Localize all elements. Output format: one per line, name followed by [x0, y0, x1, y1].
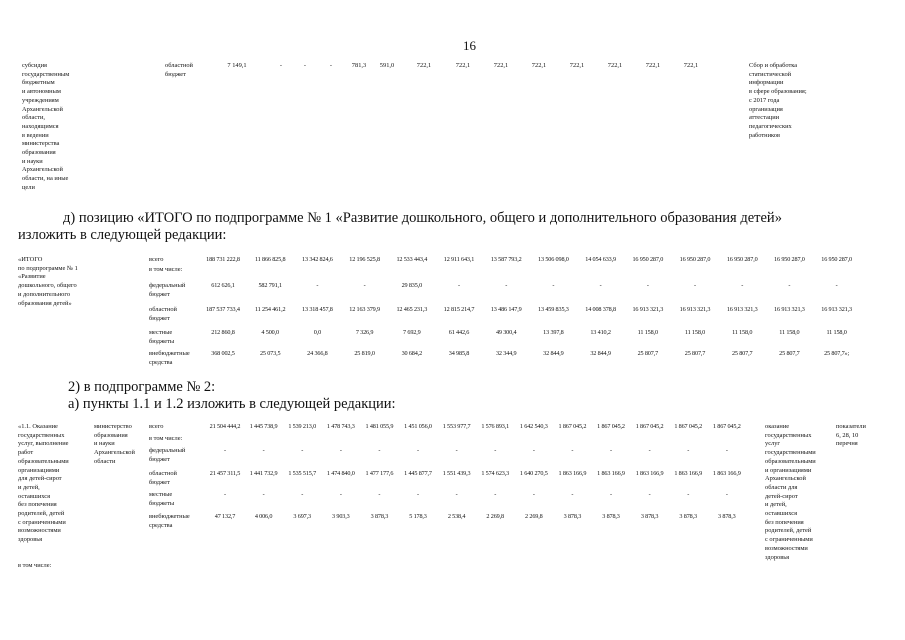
row-value: 582 791,1 [258, 282, 282, 289]
row-value: 13 410,2 [590, 329, 611, 336]
block1-value: - [329, 62, 333, 69]
row-value: 13 486 147,9 [490, 306, 522, 313]
row-label: всего [149, 423, 164, 430]
row-value: 12 533 443,4 [396, 256, 428, 263]
row-value: - [494, 447, 497, 454]
row-value: 16 913 321,3 [679, 306, 711, 313]
row-value: 1 481 055,9 [365, 423, 394, 430]
row-value: 3 878,3 [718, 513, 736, 520]
row-value: 3 878,3 [370, 513, 389, 520]
row-value: - [648, 491, 651, 498]
row-value: 61 442,6 [448, 329, 470, 336]
paragraph-a: а) пункты 1.1 и 1.2 изложить в следующей редакции: [68, 396, 396, 412]
block1-value: 722,1 [607, 62, 623, 69]
row-value: - [455, 491, 458, 498]
block3-name: «1.1. Оказание государственных услуг, выполнение работ образовательными организациями для детей-сирот и детей, оставшихся без попечения родителей, детей с ограниченными возможностями здоровья [18, 423, 69, 544]
row-value: 12 911 643,1 [443, 256, 475, 263]
row-value: - [494, 491, 497, 498]
row-value: 16 913 321,3 [774, 306, 805, 313]
row-value: 4 006,0 [254, 513, 273, 520]
block1-value: 591,0 [379, 62, 395, 69]
block1-value: 722,1 [683, 62, 699, 69]
row-value: 13 397,8 [543, 329, 564, 336]
row-value: 3 903,3 [332, 513, 350, 520]
row-label: внебюджетные средства [149, 513, 190, 529]
row-label: областной бюджет [149, 470, 177, 486]
row-value: 1 867 045,2 [558, 423, 587, 430]
row-value: 3 878,3 [602, 513, 620, 520]
row-value: 188 731 222,8 [206, 256, 240, 263]
row-value: 1 445 877,7 [404, 470, 432, 477]
row-value: 1 474 840,0 [326, 470, 355, 477]
row-value: 32 844,9 [543, 350, 564, 357]
block3-in-total: в том числе: [18, 562, 52, 569]
row-value: 12 196 525,8 [349, 256, 380, 263]
row-value: - [532, 447, 535, 454]
row-value: - [610, 491, 612, 498]
row-value: 3 878,3 [563, 513, 582, 520]
row-value: 30 684,2 [401, 350, 423, 357]
row-value: 187 537 733,4 [206, 306, 240, 313]
row-value: 1 445 738,9 [249, 423, 278, 430]
row-value: - [363, 282, 366, 289]
row-value: - [725, 447, 728, 454]
row-value: - [725, 491, 728, 498]
row-value: - [378, 491, 381, 498]
row-value: 3 878,3 [679, 513, 697, 520]
row-value: - [610, 447, 612, 454]
row-value: 25 807,7 [779, 350, 800, 357]
row-value: 11 158,0 [684, 329, 706, 336]
row-value: 11 866 825,8 [254, 256, 286, 263]
block1-value: 7 149,1 [227, 62, 247, 69]
row-value: 1 451 056,0 [404, 423, 432, 430]
row-value: 3 878,3 [640, 513, 659, 520]
block2-name: «ИТОГО по подпрограмме № 1 «Развитие дошкольного, общего и дополнительного образования детей» [18, 256, 78, 307]
row-value: - [694, 282, 696, 289]
row-value: - [417, 491, 419, 498]
row-value: - [741, 282, 744, 289]
row-value: - [301, 491, 304, 498]
row-value: - [687, 447, 690, 454]
paragraph-2: 2) в подпрограмме № 2: [68, 379, 216, 395]
row-value: 12 465 231,3 [396, 306, 428, 313]
row-value: 7 692,9 [403, 329, 421, 336]
row-value: 1 553 977,7 [442, 423, 471, 430]
row-value: 1 535 515,7 [288, 470, 317, 477]
row-value: 1 863 166,9 [558, 470, 587, 477]
row-label: областной бюджет [149, 306, 177, 322]
row-value: 2 269,8 [486, 513, 504, 520]
row-value: - [646, 282, 649, 289]
row-label: в том числе: [149, 435, 183, 442]
row-value: 1 478 743,3 [326, 423, 355, 430]
row-value: - [378, 447, 381, 454]
row-value: 2 538,4 [447, 513, 466, 520]
row-value: 25 819,0 [354, 350, 375, 357]
block1-value: 722,1 [493, 62, 509, 69]
row-value: 25 807,7 [684, 350, 706, 357]
row-value: 32 344,9 [495, 350, 517, 357]
row-value: 29 835,0 [401, 282, 423, 289]
row-label: местные бюджеты [149, 329, 175, 345]
row-value: - [788, 282, 791, 289]
row-value: 12 163 379,9 [349, 306, 380, 313]
row-value: - [417, 447, 419, 454]
row-value: 16 913 321,3 [632, 306, 664, 313]
block1-value: 722,1 [531, 62, 547, 69]
row-value: 212 860,8 [211, 329, 235, 336]
row-value: 1 867 045,2 [674, 423, 703, 430]
row-value: - [571, 447, 574, 454]
block1-value: - [303, 62, 307, 69]
row-value: 7 326,9 [355, 329, 374, 336]
row-value: 1 539 213,0 [288, 423, 317, 430]
paragraph-d-cont: изложить в следующей редакции: [18, 227, 227, 243]
row-value: 1 477 177,6 [365, 470, 394, 477]
row-label: всего [149, 256, 164, 263]
row-value: 14 008 378,8 [585, 306, 616, 313]
row-value: - [505, 282, 508, 289]
row-value: 49 300,4 [495, 329, 517, 336]
row-value: - [571, 491, 574, 498]
row-value: 16 950 287,0 [632, 256, 664, 263]
row-value: 1 551 439,3 [442, 470, 471, 477]
row-value: 1 640 270,5 [519, 470, 548, 477]
paragraph-d: д) позицию «ИТОГО по подпрограмме № 1 «Развитие дошкольного, общего и дополнительного образования детей» [63, 210, 782, 226]
row-value: 12 815 214,7 [443, 306, 475, 313]
row-value: - [262, 491, 265, 498]
row-value: 1 642 540,3 [519, 423, 548, 430]
row-value: 16 950 287,0 [774, 256, 805, 263]
row-value: 1 576 893,1 [481, 423, 510, 430]
block1-value: - [279, 62, 283, 69]
row-value: 16 950 287,0 [679, 256, 711, 263]
row-value: 0,0 [313, 329, 322, 336]
row-value: 368 002,5 [211, 350, 235, 357]
row-value: 612 626,1 [211, 282, 235, 289]
row-value: 13 587 793,2 [490, 256, 522, 263]
row-value: 1 574 623,3 [481, 470, 510, 477]
row-value: 1 863 166,9 [712, 470, 741, 477]
row-value: - [835, 282, 838, 289]
block1-value: 722,1 [455, 62, 471, 69]
block3-indicators: показатели 6, 28, 10 перечня [836, 423, 866, 448]
row-label: в том числе: [149, 266, 183, 273]
row-value: - [301, 447, 304, 454]
row-value: 21 504 444,2 [209, 423, 241, 430]
row-value: 25 073,5 [259, 350, 281, 357]
block3-result: оказание государственных услуг государственными образовательными и организациями Архангельской области для детей-сирот и детей, оставшихся без попечения родителей, детей с ограниченными возможностями здоровья [765, 423, 816, 561]
row-value: 25 807,7 [637, 350, 659, 357]
row-value: 16 913 321,3 [726, 306, 758, 313]
row-value: 24 366,8 [307, 350, 328, 357]
row-value: 4 500,0 [261, 329, 279, 336]
row-value: 34 985,8 [448, 350, 470, 357]
row-value: 25 807,7»; [824, 350, 850, 357]
row-value: - [532, 491, 535, 498]
row-value: 1 441 732,9 [249, 470, 278, 477]
row-value: 13 459 835,3 [538, 306, 569, 313]
row-value: 21 457 311,5 [209, 470, 241, 477]
row-label: внебюджетные средства [149, 350, 190, 366]
row-value: 11 158,0 [637, 329, 658, 336]
row-label: федеральный бюджет [149, 282, 186, 298]
block1-name: субсидия государственным бюджетным и автономным учреждениям Архангельской области, находящимся в ведении министерства образования и науки Архангельской области, на иные цели [22, 62, 70, 191]
row-value: - [648, 447, 651, 454]
row-value: - [552, 282, 555, 289]
row-value: 3 697,3 [293, 513, 311, 520]
block1-value: 722,1 [645, 62, 661, 69]
row-value: 11 254 461,2 [254, 306, 286, 313]
row-value: 14 054 633,9 [585, 256, 616, 263]
page-number: 16 [463, 38, 476, 53]
row-value: - [339, 491, 342, 498]
row-value: - [458, 282, 460, 289]
row-value: - [316, 282, 319, 289]
row-value: - [339, 447, 342, 454]
row-value: 1 863 166,9 [674, 470, 703, 477]
block1-value: 781,3 [351, 62, 367, 69]
row-value: 13 318 457,8 [302, 306, 333, 313]
row-value: 1 863 166,9 [635, 470, 664, 477]
row-value: 1 867 045,2 [712, 423, 741, 430]
row-value: - [224, 491, 226, 498]
row-value: 16 913 321,3 [821, 306, 852, 313]
block1-value: 722,1 [416, 62, 432, 69]
row-value: - [599, 282, 602, 289]
row-label: местные бюджеты [149, 491, 175, 507]
block1-value: 722,1 [569, 62, 585, 69]
row-value: 2 269,8 [525, 513, 543, 520]
row-value: 32 844,9 [590, 350, 611, 357]
row-value: 16 950 287,0 [821, 256, 852, 263]
row-value: - [262, 447, 265, 454]
row-value: 5 178,3 [409, 513, 427, 520]
block1-result: Сбор и обработка статистической информации в сфере образования; с 2017 года организация аттестации педагогических работников [749, 62, 807, 139]
row-value: - [687, 491, 690, 498]
row-value: 13 506 098,0 [538, 256, 569, 263]
row-value: 25 807,7 [731, 350, 753, 357]
row-value: 47 132,7 [214, 513, 236, 520]
row-label: федеральный бюджет [149, 447, 186, 463]
row-value: - [224, 447, 226, 454]
row-value: 11 158,0 [732, 329, 753, 336]
row-value: 11 158,0 [779, 329, 800, 336]
row-value: 1 867 045,2 [597, 423, 625, 430]
row-value: 16 950 287,0 [726, 256, 758, 263]
row-value: 1 863 166,9 [597, 470, 625, 477]
block3-executor: министерство образования и науки Архангельской области [94, 423, 135, 465]
row-value: 13 342 824,6 [302, 256, 333, 263]
row-value: - [455, 447, 458, 454]
block1-source: областной бюджет [165, 62, 193, 78]
row-value: 11 158,0 [826, 329, 847, 336]
row-value: 1 867 045,2 [635, 423, 664, 430]
